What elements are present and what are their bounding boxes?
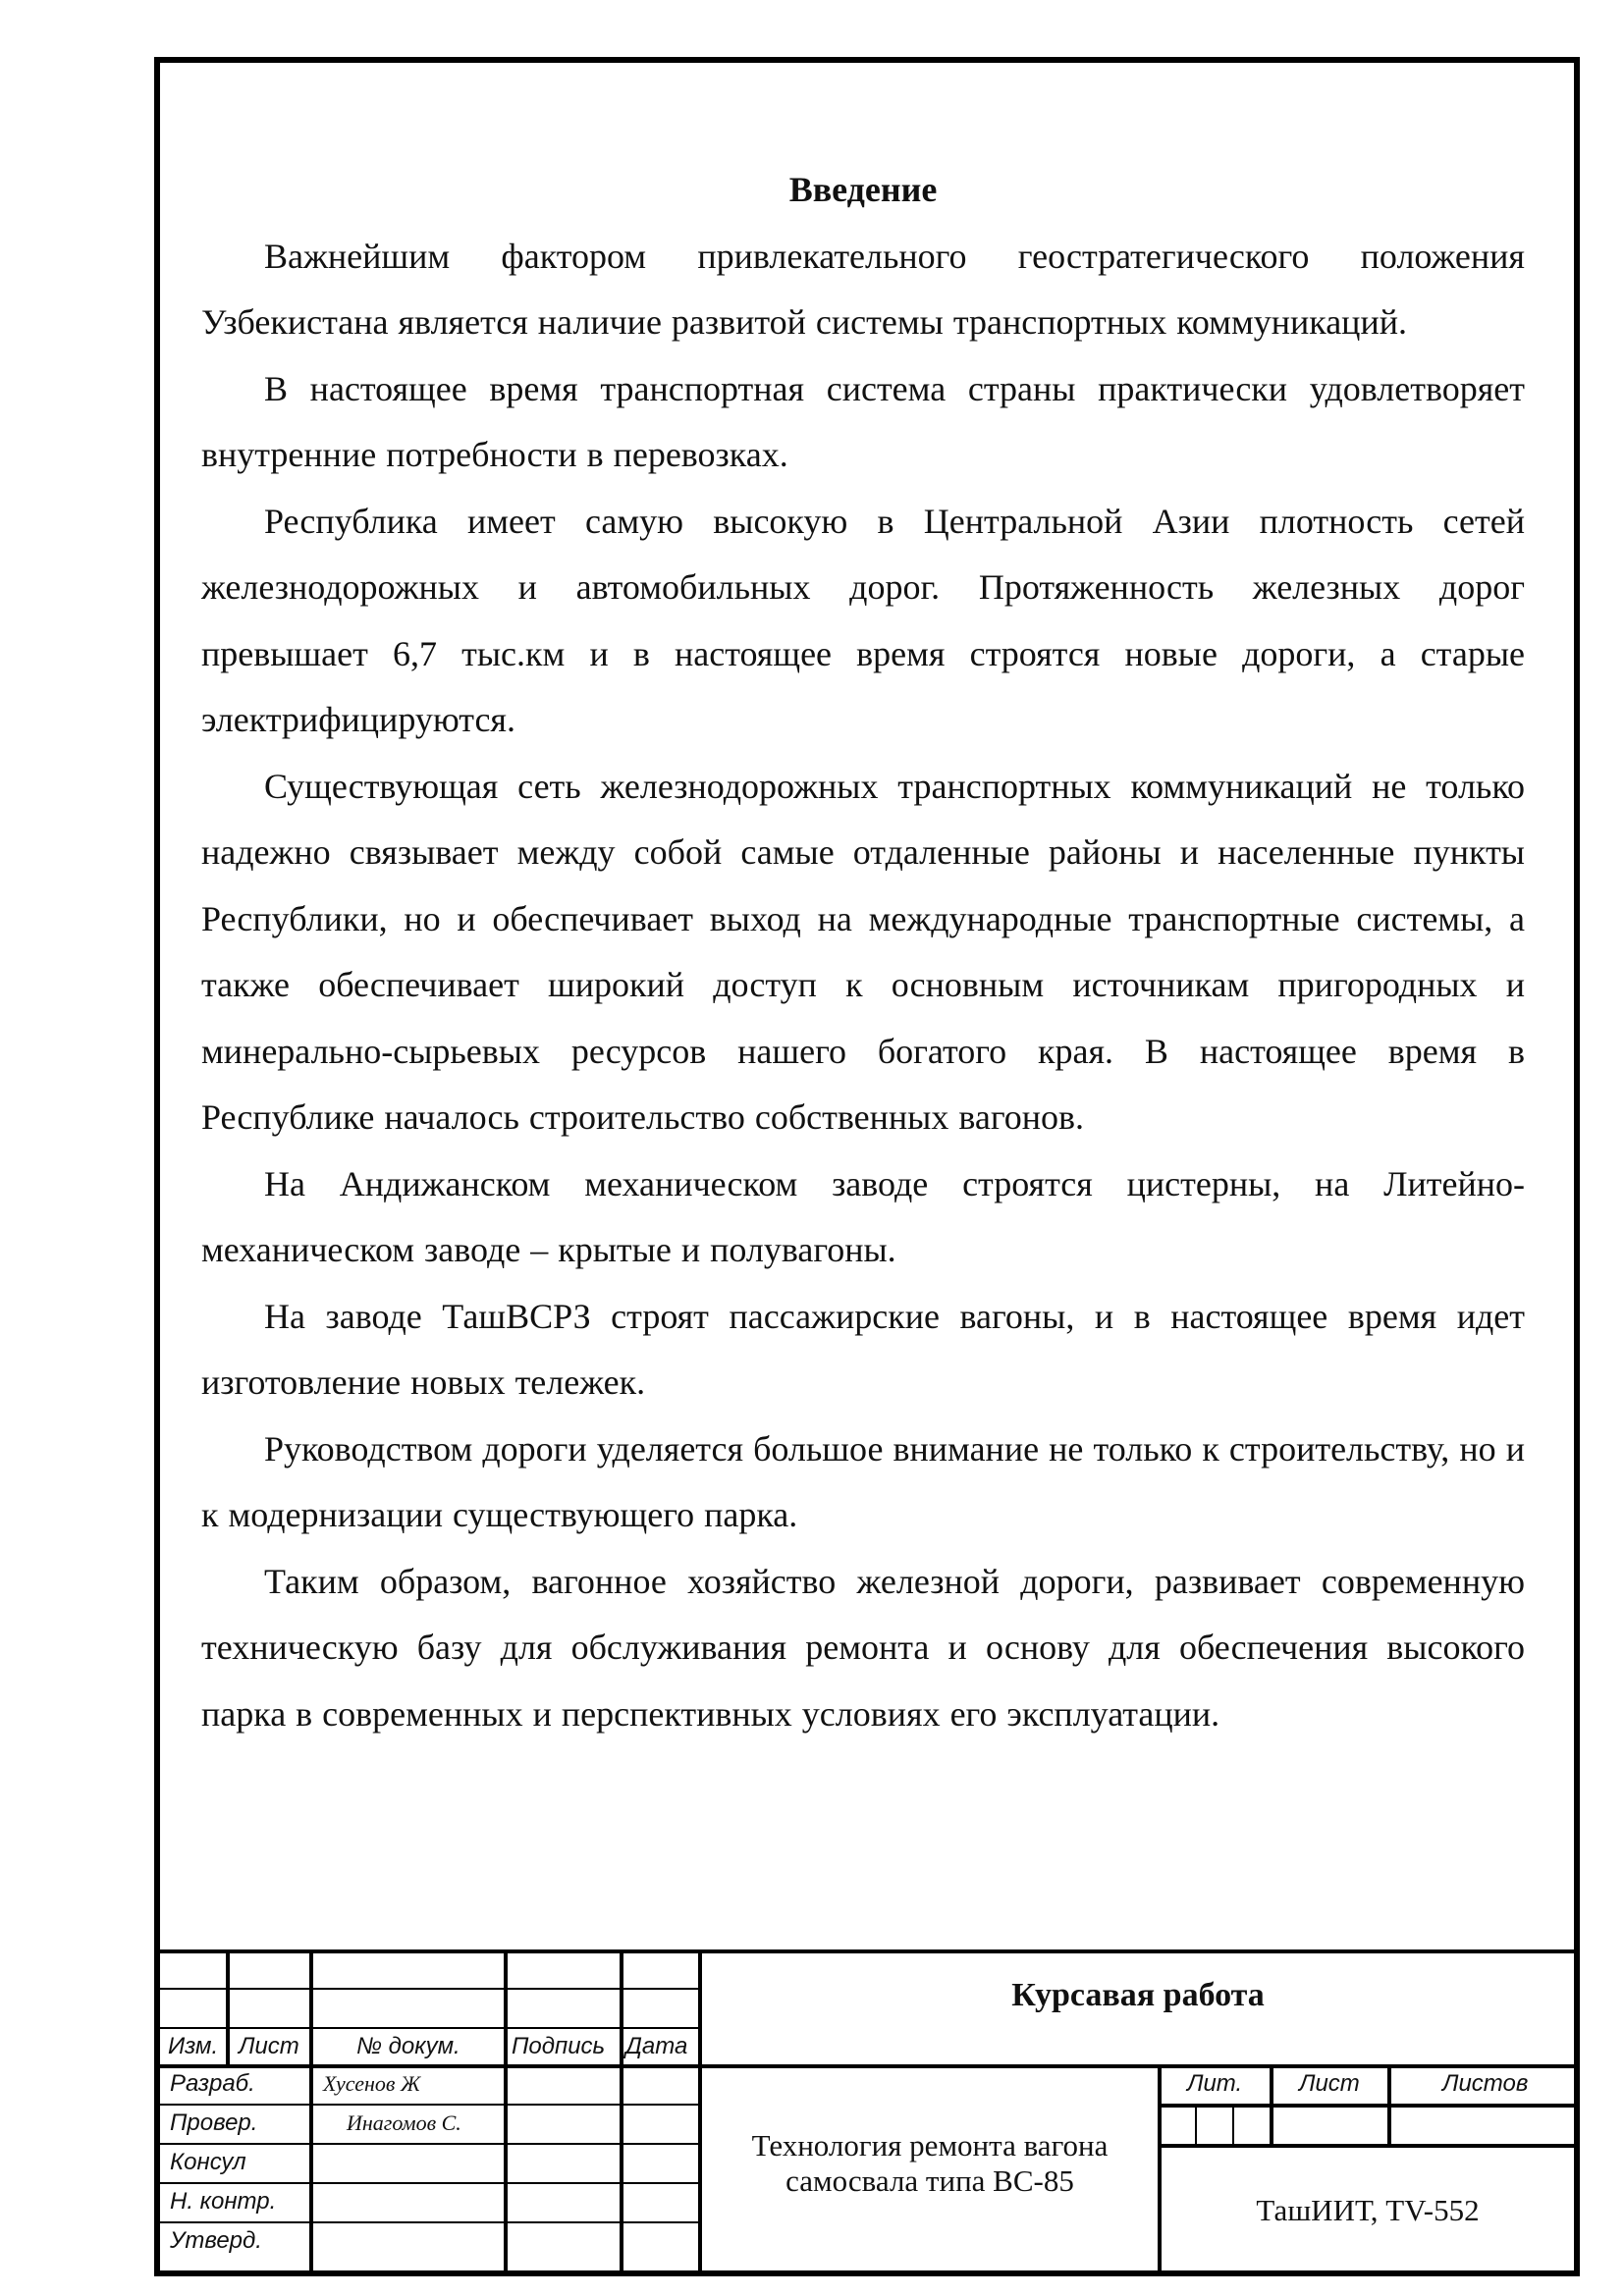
sheet-header: Лист (1299, 2070, 1360, 2097)
row-label-konsul: Консул (170, 2149, 246, 2175)
paragraph: На Андижанском механическом заводе строятся цистерны, на Литейно-механическом заводе – крытые и полувагоны. (201, 1163, 1525, 1269)
col-header-list: Лист (239, 2033, 299, 2059)
organization: ТашИИТ, TV-552 (1256, 2193, 1480, 2227)
developer-name: Хусенов Ж (323, 2071, 421, 2096)
checker-name: Инагомов С. (347, 2110, 461, 2135)
col-header-doc-num: № докум. (356, 2033, 460, 2059)
work-title: Курсавая работа (1011, 1977, 1265, 2013)
paragraph: Важнейшим фактором привлекательного геостратегического положения Узбекистана является наличие развитой системы транспортных коммуникаций. (201, 236, 1525, 342)
paragraph: Существующая сеть железнодорожных транспортных коммуникаций не только надежно связывает между собой самые отдаленные районы и населенные пункты Республики, но и обеспечивает выход на международные транспортные системы, а также обеспечивает широкий доступ к основным источникам пригородных и минерально-сырьевых ресурсов нашего богатого края. В настоящее время в Республике началось строительство собственных вагонов. (201, 766, 1525, 1137)
subject-title (702, 2128, 1158, 2199)
row-label-prover: Провер. (170, 2109, 258, 2136)
document-body (201, 157, 1525, 1747)
subject-line-2: самосвала типа ВС-85 (785, 2163, 1074, 2198)
paragraph: Таким образом, вагонное хозяйство железной дороги, развивает современную техническую базу для обслуживания ремонта и основу для обеспечения высокого парка в современных и перспективных условиях его эксплуатации. (201, 1561, 1525, 1734)
page-title: Введение (788, 170, 938, 209)
row-label-utverd: Утверд. (170, 2227, 262, 2254)
col-header-signature: Подпись (512, 2033, 606, 2059)
page-frame (154, 57, 1580, 2276)
subject-line-1: Технология ремонта вагона (751, 2128, 1109, 2163)
lit-header: Лит. (1187, 2070, 1243, 2097)
paragraph: Руководством дороги уделяется большое внимание не только к строительству, но и к модернизации существующего парка. (201, 1428, 1525, 1534)
row-label-razrab: Разраб. (170, 2070, 255, 2097)
col-header-date: Дата (625, 2033, 688, 2059)
col-header-izm: Изм. (168, 2033, 219, 2059)
row-label-n-kontr: Н. контр. (170, 2188, 277, 2215)
paragraph: На заводе ТашВСРЗ строят пассажирские вагоны, и в настоящее время идет изготовление новых тележек. (201, 1296, 1525, 1402)
paragraph: Республика имеет самую высокую в Центральной Азии плотность сетей железнодорожных и автомобильных дорог. Протяженность железных дорог превышает 6,7 тыс.км и в настоящее время строятся новые дороги, а старые электрифицируются. (201, 501, 1525, 739)
sheets-header: Листов (1442, 2070, 1529, 2097)
paragraph: В настоящее время транспортная система страны практически удовлетворяет внутренние потребности в перевозках. (201, 368, 1525, 474)
